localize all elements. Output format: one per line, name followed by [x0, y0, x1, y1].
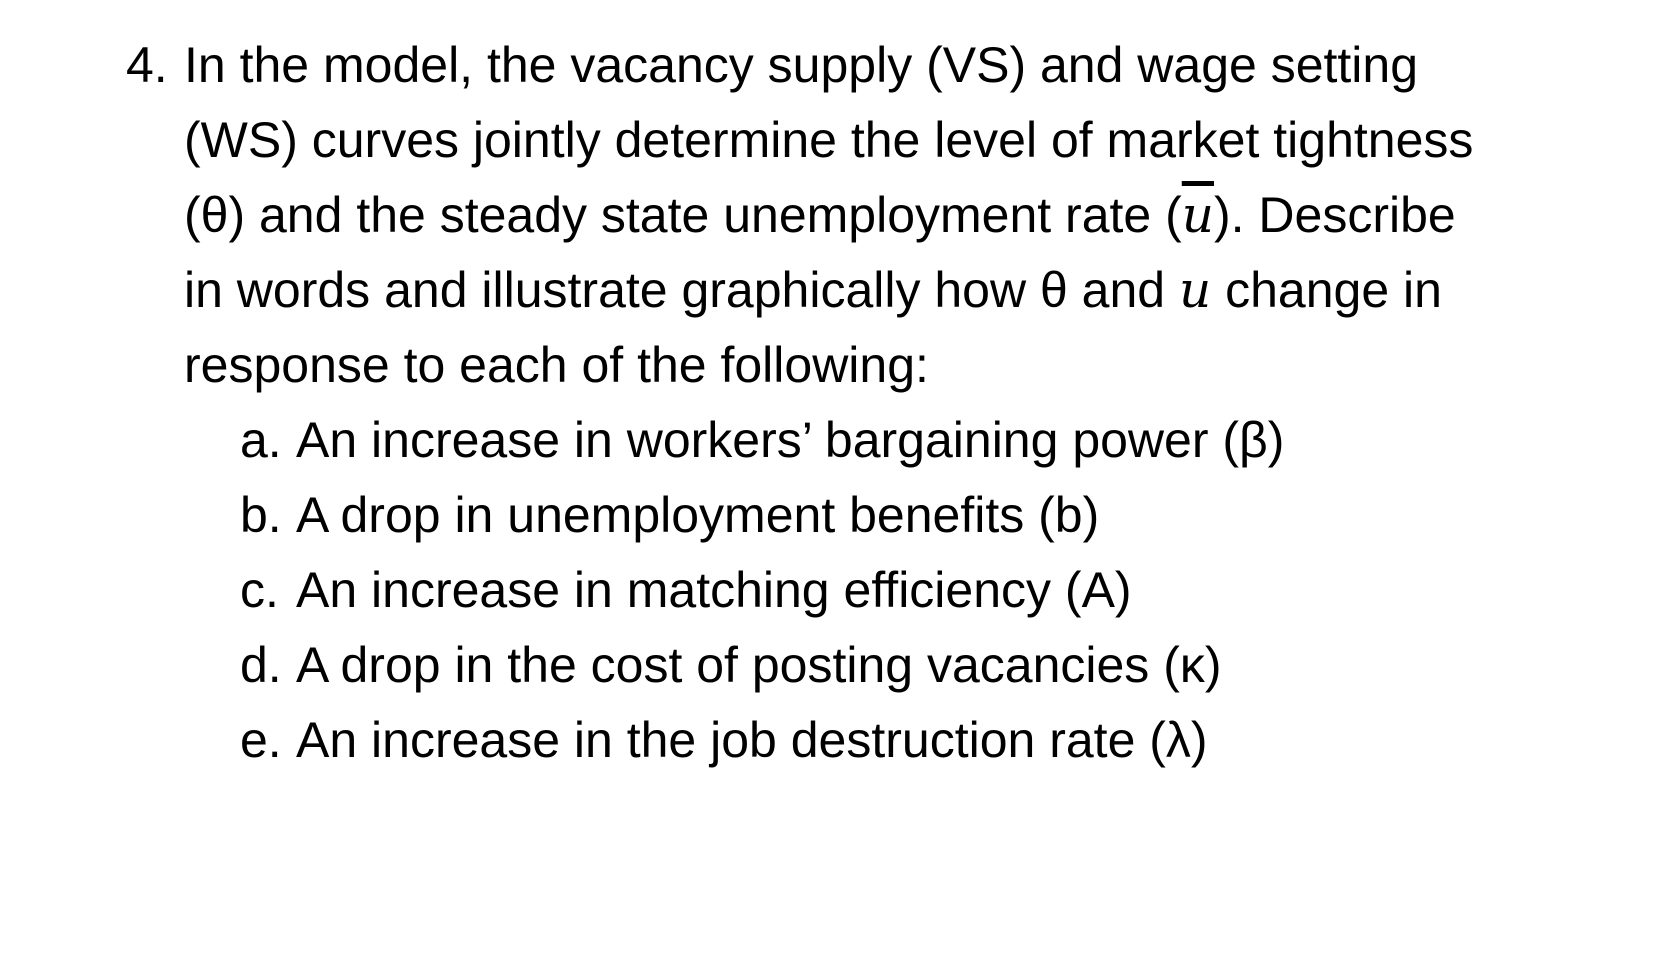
question-text-line-3: [184, 178, 1456, 253]
question-line-2: [126, 103, 1646, 178]
item-text: A drop in unemployment benefits (b): [296, 487, 1100, 543]
item-letter: e.: [240, 712, 282, 768]
list-item: [240, 628, 1440, 703]
question-number: 4.: [126, 37, 168, 93]
item-letter: a.: [240, 412, 282, 468]
question-line-5: [126, 328, 1646, 403]
list-item: [240, 403, 1440, 478]
question-block: [126, 28, 1646, 403]
question-text-line-3-end: ). Describe: [1213, 187, 1456, 243]
list-item: [240, 703, 1440, 778]
unemployment-symbol: u: [1179, 261, 1212, 319]
question-line-1: [126, 28, 1646, 103]
item-text: An increase in matching efficiency (A): [296, 562, 1132, 618]
list-item: [240, 553, 1440, 628]
item-text: An increase in the job destruction rate (λ): [296, 712, 1208, 768]
question-text-line-1: In the model, the vacancy supply (VS) and wage setting: [184, 37, 1419, 93]
question-text-line-4: [184, 253, 1442, 328]
question-line-3: [126, 178, 1646, 253]
item-letter: c.: [240, 562, 279, 618]
item-letter: d.: [240, 637, 282, 693]
question-text-line-4-end: change in: [1211, 262, 1442, 318]
sub-question-list: [240, 403, 1440, 778]
item-letter: b.: [240, 487, 282, 543]
question-line-4: [126, 253, 1646, 328]
item-text: An increase in workers’ bargaining power (β): [296, 412, 1285, 468]
list-item: [240, 478, 1440, 553]
unemployment-rate-bar-symbol: $\overline{u}$: [1181, 186, 1214, 244]
question-text-line-4-start: in words and illustrate graphically how θ and: [184, 262, 1179, 318]
item-text: A drop in the cost of posting vacancies (κ): [296, 637, 1222, 693]
question-text-line-2: (WS) curves jointly determine the level of market tightness: [184, 112, 1474, 168]
question-text-line-5: response to each of the following:: [184, 337, 929, 393]
question-text-line-3-start: (θ) and the steady state unemployment rate (: [184, 187, 1182, 243]
